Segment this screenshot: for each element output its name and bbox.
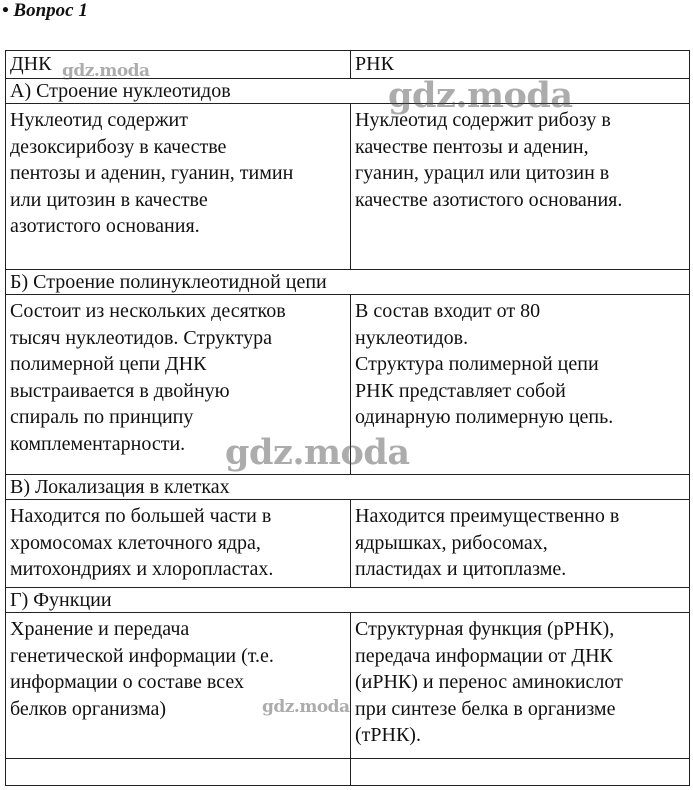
text-line: Находится преимущественно в [355, 505, 620, 527]
text-line: В состав входит от 80 [355, 300, 541, 322]
section-title-row [6, 270, 690, 295]
column-header-dna: ДНК [6, 51, 351, 79]
text-line: пластидах и цитоплазме. [355, 558, 567, 580]
dna-chain-structure-cell [6, 295, 351, 475]
text-line: белков организма) [10, 697, 167, 720]
text-line: спираль по принципу [10, 406, 194, 428]
section-title-row [6, 79, 690, 104]
text-line: РНК представляет собой [355, 379, 566, 402]
table-empty-row [6, 759, 690, 786]
text-line: полимерной цепи ДНК [10, 353, 207, 375]
text-line: качестве азотистого основания. [355, 188, 623, 211]
watermark: gdz.moda [62, 61, 150, 81]
rna-nucleotide-structure-cell [351, 104, 690, 270]
question-heading: • Вопрос 1 [2, 0, 88, 21]
text-line: комплементарности. [10, 432, 186, 455]
table-row [6, 295, 690, 475]
text-line: передача информации от ДНК [355, 644, 613, 667]
watermark: gdz.moda [262, 697, 350, 717]
section-title-chain-structure: Б) Строение полинуклеотидной цепи [6, 270, 690, 295]
text-line: (иРНК) и перенос аминокислот [355, 671, 623, 693]
text-line: ядрышках, рибосомах, [355, 531, 548, 554]
text-line: дезоксирибозу в качестве [10, 135, 227, 158]
watermark: gdz.moda [388, 75, 573, 116]
dna-nucleotide-structure-cell [6, 104, 351, 270]
table-row [6, 500, 690, 588]
text-line: Структурная функция (рРНК), [355, 618, 615, 640]
text-line: Хранение и передача [10, 618, 190, 640]
text-line: выстраивается в двойную [10, 379, 230, 402]
text-line: тысяч нуклеотидов. Структура [10, 326, 272, 349]
rna-functions-cell [351, 613, 690, 759]
empty-cell [351, 759, 690, 786]
dna-functions-cell [6, 613, 351, 759]
text-line: митохондриях и хлоропластах. [10, 558, 274, 580]
text-line: Находится по большей части в [10, 505, 272, 527]
section-title-nucleotide-structure: А) Строение нуклеотидов [6, 79, 690, 104]
text-line: при синтезе белка в организме [355, 697, 616, 720]
table-row [6, 104, 690, 270]
text-line: Нуклеотид содержит рибозу в [355, 109, 611, 131]
watermark: gdz.moda [225, 432, 410, 473]
empty-cell [6, 759, 351, 786]
text-line: генетической информации (т.е. [10, 644, 274, 667]
text-line: хромосомах клеточного ядра, [10, 531, 261, 554]
table-header-row [6, 51, 690, 79]
rna-chain-structure-cell [351, 295, 690, 475]
text-line: (тРНК). [355, 724, 421, 746]
text-line: азотистого основания. [10, 215, 200, 237]
text-line: качестве пентозы и аденин, [355, 135, 589, 158]
section-title-functions: Г) Функции [6, 588, 690, 613]
text-line: нуклеотидов. [355, 326, 469, 349]
rna-localization-cell [351, 500, 690, 588]
section-title-row [6, 588, 690, 613]
text-line: Структура полимерной цепи [355, 353, 599, 375]
text-line: или цитозин в качестве [10, 188, 208, 211]
text-line: Состоит из нескольких десятков [10, 300, 286, 322]
text-line: одинарную полимерную цепь. [355, 406, 614, 428]
section-title-localization: В) Локализация в клетках [6, 475, 690, 500]
text-line: Нуклеотид содержит [10, 109, 188, 131]
comparison-table [5, 50, 690, 786]
text-line: информации о составе всех [10, 671, 244, 693]
section-title-row [6, 475, 690, 500]
text-line: пентозы и аденин, гуанин, тимин [10, 162, 294, 184]
text-line: гуанин, урацил или цитозин в [355, 162, 610, 184]
table-row [6, 613, 690, 759]
column-header-rna: РНК [351, 51, 690, 79]
dna-localization-cell [6, 500, 351, 588]
